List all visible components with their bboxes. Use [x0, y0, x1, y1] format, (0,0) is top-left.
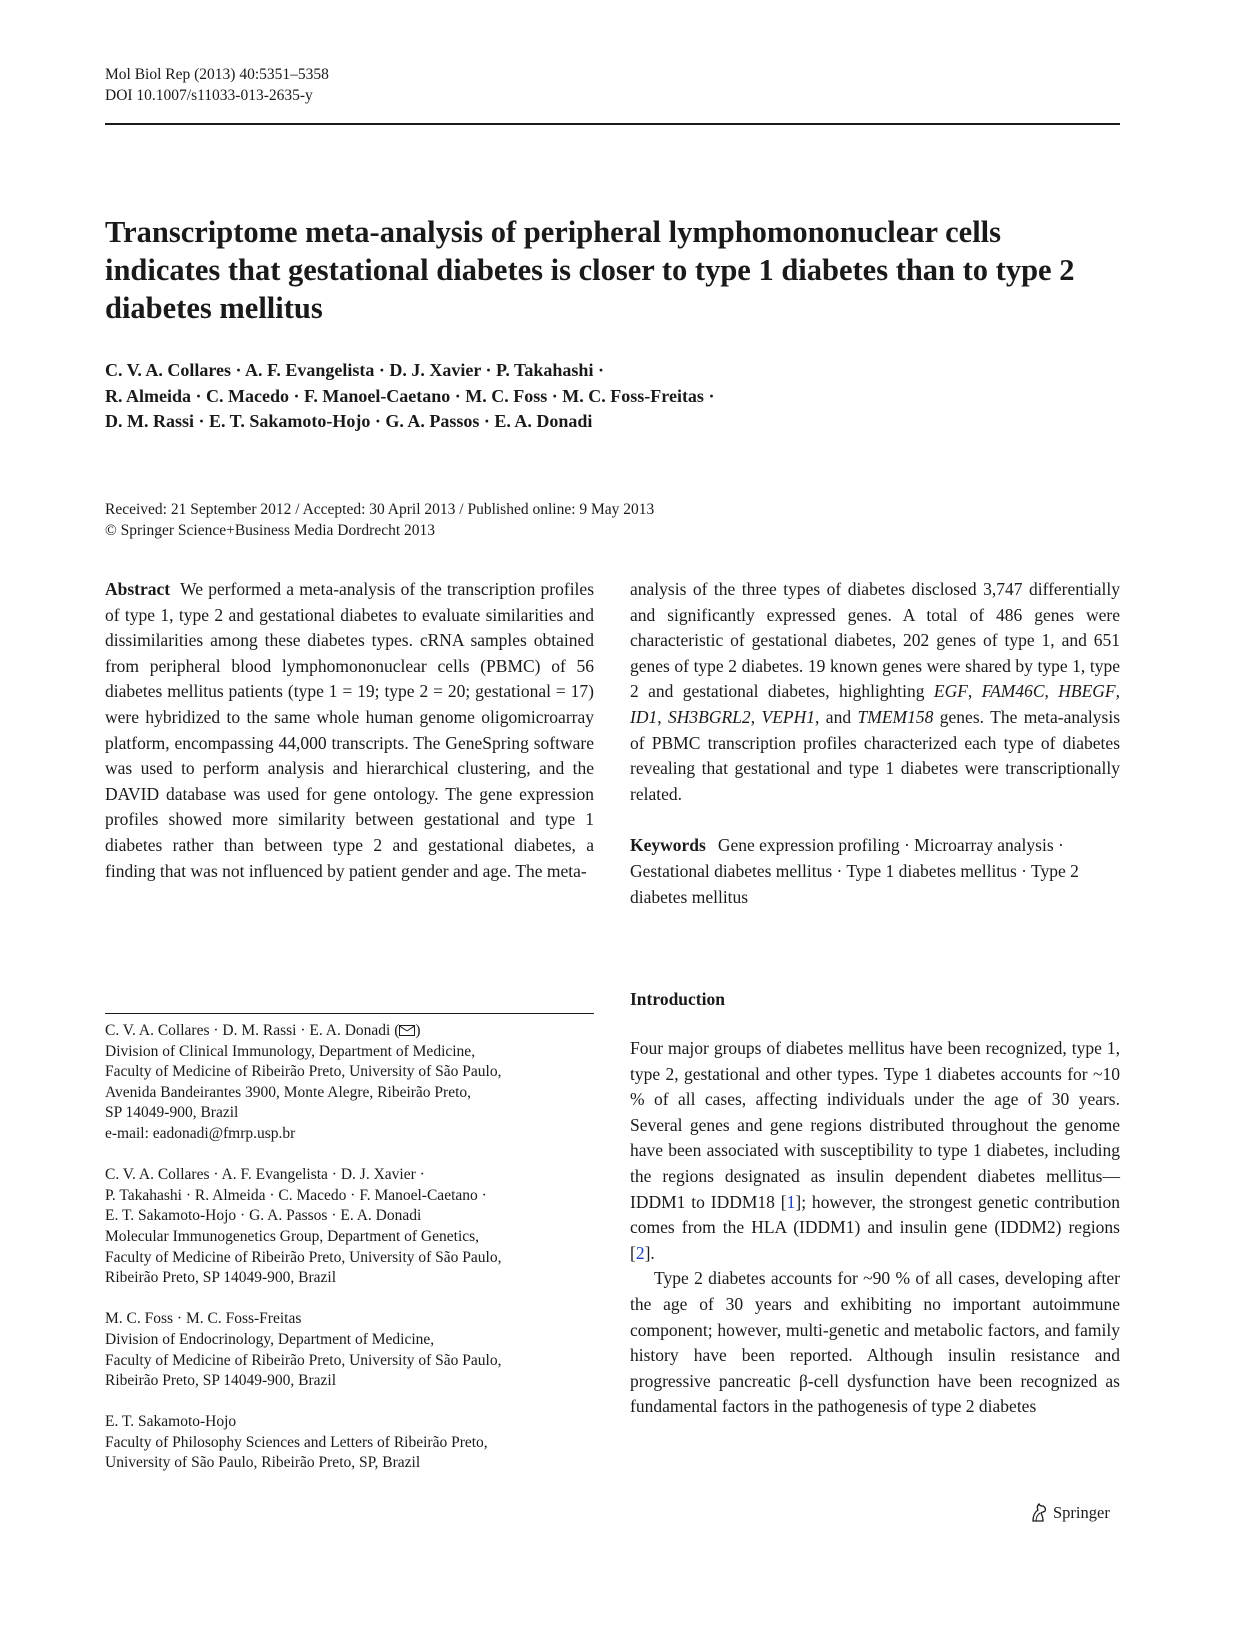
publisher-name: Springer: [1053, 1503, 1110, 1522]
gene-name: ID1: [630, 706, 658, 727]
affiliation-line: Faculty of Medicine of Ribeirão Preto, University of São Paulo,: [105, 1248, 502, 1266]
author-line: R. Almeida · C. Macedo · F. Manoel-Caetano · M. C. Foss · M. C. Foss-Freitas ·: [105, 385, 715, 406]
affiliation-block: [105, 1412, 594, 1474]
intro-text: ].: [644, 1242, 655, 1263]
affiliation-line: Faculty of Medicine of Ribeirão Preto, University of São Paulo,: [105, 1063, 502, 1081]
intro-text: Four major groups of diabetes mellitus have been recognized, type 1, type 2, gestational and other types. Type 1 diabetes accounts for ~10 % of all cases, affecting individuals under the age of 30 years. Several genes and gene regions distributed throughout the genome have been associated with susceptibility to type 1 diabetes, including the regions designated as insulin dependent diabetes mellitus—IDDM1 to IDDM18 [: [630, 1038, 1120, 1212]
copyright-notice: © Springer Science+Business Media Dordrecht 2013: [105, 521, 436, 539]
affiliation-line: E. T. Sakamoto-Hojo · G. A. Passos · E. A. Donadi: [105, 1207, 422, 1225]
affiliations-divider: [105, 1013, 594, 1014]
keywords: [630, 833, 1120, 910]
close-paren: ): [415, 1022, 421, 1039]
affiliations: [105, 1021, 594, 1495]
author-line: D. M. Rassi · E. T. Sakamoto-Hojo · G. A. Passos · E. A. Donadi: [105, 411, 593, 431]
envelope-icon: [399, 1025, 415, 1036]
intro-paragraph: [630, 1036, 1120, 1266]
author-line: C. V. A. Collares · A. F. Evangelista · D. J. Xavier · P. Takahashi ·: [105, 360, 604, 380]
publisher-logo: [1030, 1502, 1110, 1524]
abstract-column-right: [630, 577, 1120, 910]
introduction-body: [630, 1036, 1120, 1420]
keywords-text: Gene expression profiling · Microarray analysis · Gestational diabetes mellitus · Type 1 diabetes mellitus · Type 2 diabetes mellitus: [630, 835, 1079, 907]
affiliation-line: Avenida Bandeirantes 3900, Monte Alegre, Ribeirão Preto,: [105, 1083, 472, 1101]
abstract-text-part2: analysis of the three types of diabetes disclosed 3,747 differentially and significantly expressed genes. A total of 486 genes were characteristic of gestational diabetes, 202 genes of type 1, and 651 genes of type 2 diabetes. 19 known genes were shared by type 1, type 2 and gestational diabetes, highlighting: [630, 579, 1120, 702]
affiliation-line: Molecular Immunogenetics Group, Department of Genetics,: [105, 1227, 480, 1245]
gene-name: FAM46C: [981, 681, 1045, 702]
article-dates: [105, 500, 1120, 541]
abstract-heading: Abstract: [105, 579, 171, 599]
introduction-heading: Introduction: [630, 989, 725, 1009]
gene-name: SH3BGRL2: [668, 706, 751, 727]
citation-link[interactable]: 2: [635, 1242, 645, 1263]
gene-name: VEPH1: [761, 706, 815, 727]
intro-text: ]; however, the strongest genetic contribution comes from the HLA (IDDM1) and insulin gene (IDDM2) regions [: [630, 1191, 1120, 1263]
affiliation-line: Faculty of Medicine of Ribeirão Preto, University of São Paulo,: [105, 1351, 502, 1369]
affiliation-line: Ribeirão Preto, SP 14049-900, Brazil: [105, 1372, 337, 1390]
affiliation-line: E. T. Sakamoto-Hojo: [105, 1413, 237, 1431]
publication-dates: Received: 21 September 2012 / Accepted: 30 April 2013 / Published online: 9 May 2013: [105, 501, 655, 518]
citation-link[interactable]: 1: [786, 1191, 796, 1212]
separator: ,: [1115, 681, 1120, 702]
journal-citation: Mol Biol Rep (2013) 40:5351–5358: [105, 66, 329, 83]
gene-name: HBEGF: [1058, 681, 1116, 702]
separator: , and: [814, 706, 858, 727]
email-address[interactable]: e-mail: eadonadi@fmrp.usp.br: [105, 1124, 296, 1142]
gene-name: EGF: [933, 681, 968, 702]
affiliation-line: M. C. Foss · M. C. Foss-Freitas: [105, 1310, 302, 1328]
affiliation-line: [105, 1021, 594, 1042]
gene-name: TMEM158: [857, 706, 934, 727]
corresponding-authors: C. V. A. Collares · D. M. Rassi · E. A. Donadi (: [105, 1022, 400, 1039]
affiliation-line: P. Takahashi · R. Almeida · C. Macedo · F. Manoel-Caetano ·: [105, 1186, 487, 1204]
abstract-paragraph: [105, 577, 594, 884]
affiliation-block: [105, 1309, 594, 1391]
affiliation-line: SP 14049-900, Brazil: [105, 1104, 239, 1122]
affiliation-line: Ribeirão Preto, SP 14049-900, Brazil: [105, 1269, 337, 1287]
keywords-heading: Keywords: [630, 835, 706, 856]
affiliation-line: Faculty of Philosophy Sciences and Letters of Ribeirão Preto,: [105, 1433, 488, 1451]
affiliation-line: Division of Clinical Immunology, Department of Medicine,: [105, 1042, 476, 1060]
separator: ,: [967, 681, 982, 702]
affiliation-block: [105, 1021, 594, 1145]
journal-header: [105, 64, 329, 106]
affiliation-line: Division of Endocrinology, Department of Medicine,: [105, 1330, 435, 1348]
abstract-text-part1: We performed a meta-analysis of the transcription profiles of type 1, type 2 and gestational diabetes to evaluate similarities and dissimilarities among these diabetes types. cRNA samples obtained from peripheral blood lymphomononuclear cells (PBMC) of 56 diabetes mellitus patients (type 1 = 19; type 2 = 20; gestational = 17) were hybridized to the same whole human genome oligomicroarray platform, encompassing 44,000 transcripts. The GeneSpring software was used to perform analysis and hierarchical clustering, and the DAVID database was used for gene ontology. The gene expression profiles showed more similarity between gestational and type 1 diabetes rather than between type 2 and gestational diabetes, a finding that was not influenced by patient gender and age. The meta-: [105, 579, 594, 881]
separator: ,: [750, 706, 762, 727]
separator: ,: [657, 706, 669, 727]
intro-paragraph: Type 2 diabetes accounts for ~90 % of all cases, developing after the age of 30 years and exhibiting no important autoimmune component; however, multi-genetic and metabolic factors, and family history have been reported. Although insulin resistance and progressive pancreatic β-cell dysfunction have been recognized as fundamental factors in the pathogenesis of type 2 diabetes: [630, 1268, 1120, 1417]
affiliation-line: University of São Paulo, Ribeirão Preto, SP, Brazil: [105, 1454, 421, 1472]
abstract-column-left: [105, 577, 594, 884]
header-divider: [105, 123, 1120, 125]
doi: DOI 10.1007/s11033-013-2635-y: [105, 87, 313, 104]
abstract-continuation: [630, 577, 1120, 807]
abstract-text-part3: genes. The meta-analysis of PBMC transcription profiles characterized each type of diabetes revealing that gestational and type 1 diabetes were transcriptionally related.: [630, 706, 1121, 804]
separator: ,: [1044, 681, 1059, 702]
author-list: [105, 358, 1120, 435]
affiliation-line: C. V. A. Collares · A. F. Evangelista · D. J. Xavier ·: [105, 1166, 425, 1184]
springer-horse-icon: [1030, 1503, 1048, 1523]
affiliation-block: [105, 1165, 594, 1289]
article-title: Transcriptome meta-analysis of peripheral lymphomononuclear cells indicates that gestational diabetes is closer to type 1 diabetes than to type 2 diabetes mellitus: [105, 215, 1075, 325]
